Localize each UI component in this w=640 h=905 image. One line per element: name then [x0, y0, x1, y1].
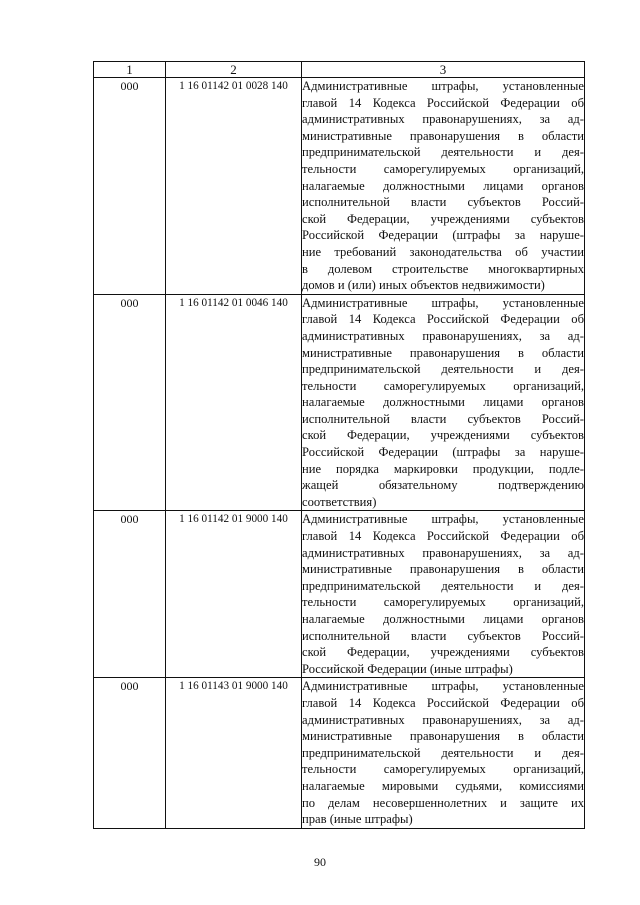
description-line: Российской Федерации (иные штрафы): [302, 661, 513, 676]
description-line: главой 14 Кодекса Российской Федерации об: [302, 312, 584, 327]
description-line: предпринимательской деятельности и дея-: [302, 745, 584, 760]
header-row: [94, 62, 585, 78]
description-line: Административные штрафы, установленные: [302, 295, 584, 310]
description-line: домов и (или) иных объектов недвижимости): [302, 278, 545, 293]
description-line: в долевом строительстве многоквартирных: [302, 261, 584, 276]
description-line: исполнительной власти субъектов Россий-: [302, 411, 584, 426]
admin-code-cell: 000: [94, 78, 166, 295]
column-header-2: 2: [166, 62, 302, 78]
description-line: жащей обязательному подтверждению: [302, 478, 584, 493]
description-line: Российской Федерации (штрафы за наруше-: [302, 228, 584, 243]
description-line: Административные штрафы, установленные: [302, 512, 584, 527]
page-number: 90: [314, 855, 326, 869]
description-line: тельности саморегулируемых организаций,: [302, 595, 584, 610]
description-line: Административные штрафы, установленные: [302, 679, 584, 694]
kbk-code-cell: 1 16 01143 01 9000 140: [166, 678, 302, 828]
description-line: налагаемые мировыми судьями, комиссиями: [302, 778, 584, 793]
kbk-code-cell: 1 16 01142 01 0028 140: [166, 78, 302, 295]
description-line: министративные правонарушения в области: [302, 128, 584, 143]
description-line: главой 14 Кодекса Российской Федерации об: [302, 529, 584, 544]
description-line: Российской Федерации (штрафы за наруше-: [302, 445, 584, 460]
description-line: предпринимательской деятельности и дея-: [302, 362, 584, 377]
description-line: исполнительной власти субъектов Россий-: [302, 628, 584, 643]
table-row: [94, 78, 585, 295]
description-line: министративные правонарушения в области: [302, 345, 584, 360]
description-line: министративные правонарушения в области: [302, 562, 584, 577]
admin-code-cell: 000: [94, 678, 166, 828]
description-line: ние требований законодательства об участии: [302, 244, 584, 259]
description-line: главой 14 Кодекса Российской Федерации об: [302, 695, 584, 710]
description-line: по делам несовершеннолетних и защите их: [302, 795, 584, 810]
description-line: налагаемые должностными лицами органов: [302, 612, 584, 626]
description-line: ской Федерации, учреждениями субъектов: [302, 211, 584, 226]
description-line: ние порядка маркировки продукции, подле-: [302, 461, 584, 476]
description-line: административных правонарушениях, за ад-: [302, 712, 584, 727]
description-line: административных правонарушениях, за ад-: [302, 112, 584, 127]
description-cell: [302, 294, 585, 511]
description-line: административных правонарушениях, за ад-: [302, 545, 584, 560]
admin-code-cell: 000: [94, 511, 166, 678]
description-cell: [302, 678, 585, 828]
description-line: административных правонарушениях, за ад-: [302, 328, 584, 343]
description-line: ской Федерации, учреждениями субъектов: [302, 428, 584, 443]
description-line: исполнительной власти субъектов Россий-: [302, 195, 584, 210]
description-line: прав (иные штрафы): [302, 812, 413, 827]
description-line: предпринимательской деятельности и дея-: [302, 145, 584, 160]
description-line: налагаемые должностными лицами органов: [302, 395, 584, 410]
description-line: тельности саморегулируемых организаций,: [302, 378, 584, 393]
description-line: налагаемые должностными лицами органов: [302, 178, 584, 193]
description-line: главой 14 Кодекса Российской Федерации об: [302, 95, 584, 110]
description-line: Административные штрафы, установленные: [302, 79, 584, 93]
kbk-code-cell: 1 16 01142 01 9000 140: [166, 511, 302, 678]
description-line: соответствия): [302, 494, 377, 509]
description-cell: [302, 511, 585, 678]
table-row: [94, 511, 585, 678]
kbk-code-cell: 1 16 01142 01 0046 140: [166, 294, 302, 511]
description-line: министративные правонарушения в области: [302, 729, 584, 744]
table-row: [94, 294, 585, 511]
description-line: ской Федерации, учреждениями субъектов: [302, 645, 584, 660]
budget-codes-table: [93, 61, 585, 829]
table-row: [94, 678, 585, 828]
column-header-1: 1: [94, 62, 166, 78]
column-header-3: 3: [302, 62, 585, 78]
description-cell: [302, 78, 585, 295]
description-line: тельности саморегулируемых организаций,: [302, 762, 584, 777]
admin-code-cell: 000: [94, 294, 166, 511]
description-line: предпринимательской деятельности и дея-: [302, 578, 584, 593]
description-line: тельности саморегулируемых организаций,: [302, 161, 584, 176]
